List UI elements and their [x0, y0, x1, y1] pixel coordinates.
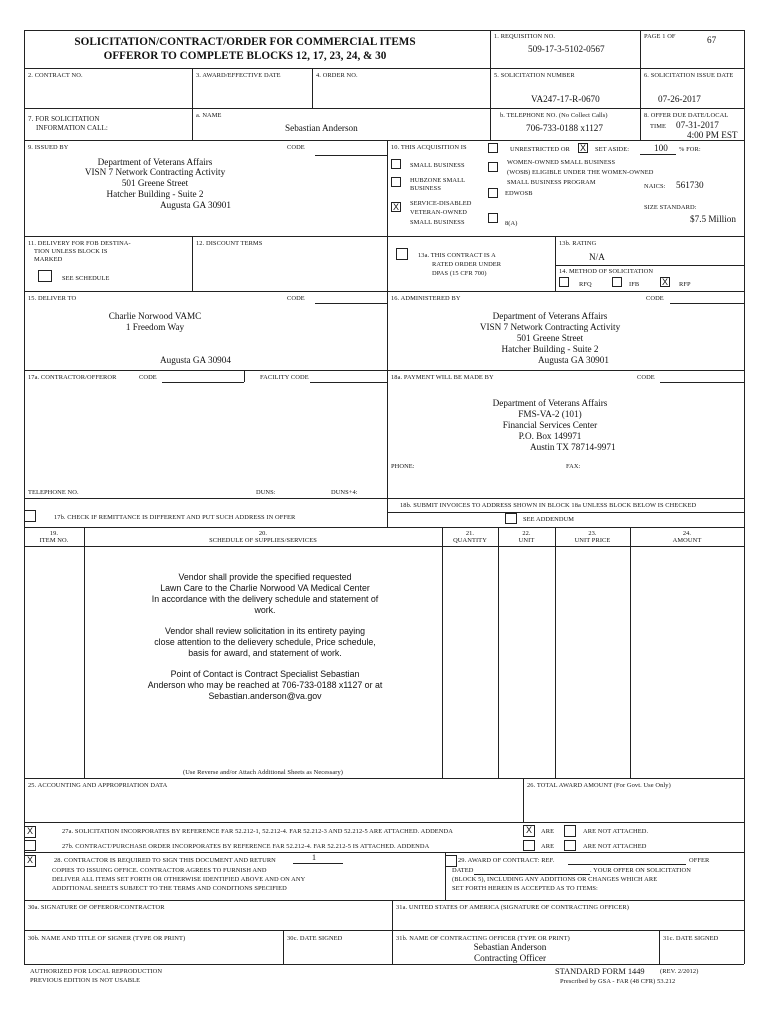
schedule-footnote: (Use Reverse and/or Attach Additional Sheets as Necessary): [182, 769, 344, 776]
col21-number: 21.: [465, 530, 475, 537]
rating-label: 13b. RATING: [559, 240, 597, 247]
clause-28-copies[interactable]: 1: [312, 853, 317, 862]
page-total: 67: [707, 35, 717, 45]
solicitation-number-value[interactable]: VA247-17-R-0670: [531, 94, 600, 104]
administered-by-line-2: VISN 7 Network Contracting Activity: [479, 322, 621, 332]
payment-city: Austin TX 78714-9971: [530, 442, 616, 452]
offer-due-time-label: TIME: [650, 123, 667, 130]
eight-a-checkbox[interactable]: [488, 213, 498, 223]
acquisition-label: 10. THIS ACQUISITION IS: [391, 144, 467, 151]
offer-due-date[interactable]: 07-31-2017: [676, 120, 719, 130]
issued-by-line-2: VISN 7 Network Contracting Activity: [84, 167, 226, 177]
contact-name-label: a. NAME: [196, 112, 222, 119]
duns4-label: DUNS+4:: [331, 489, 358, 496]
issued-by-code-label: CODE: [287, 144, 305, 151]
set-aside-checkbox[interactable]: X: [579, 143, 586, 153]
schedule-para2-line2: close attention to the delievery schedule, Price schedule,: [154, 637, 376, 647]
method-label: 14. METHOD OF SOLICITATION: [559, 268, 654, 275]
signer-name-label: 30b. NAME AND TITLE OF SIGNER (TYPE OR PRINT): [28, 935, 186, 942]
issued-by-line-4: Hatcher Building - Suite 2: [106, 189, 204, 199]
col19-header: ITEM NO.: [39, 537, 69, 544]
hubzone-label: HUBZONE SMALL: [410, 177, 466, 184]
rating-value[interactable]: N/A: [589, 252, 605, 262]
see-schedule-label: SEE SCHEDULE: [62, 275, 110, 282]
issue-date-value[interactable]: 07-26-2017: [658, 94, 701, 104]
percent-for-label: % FOR:: [679, 146, 701, 153]
accounting-label: 25. ACCOUNTING AND APPROPRIATION DATA: [28, 782, 168, 789]
schedule-para3-line1: Point of Contact is Contract Specialist Sebastian: [170, 669, 360, 679]
payment-code-label: CODE: [637, 374, 655, 381]
deliver-to-line-2: 1 Freedom Way: [125, 322, 185, 332]
info-call-label-1: 7. FOR SOLICITATION: [28, 115, 100, 123]
set-aside-percent[interactable]: 100: [654, 143, 668, 153]
issued-by-line-1: Department of Veterans Affairs: [97, 157, 213, 167]
clause-27b-are-checkbox[interactable]: [523, 840, 535, 851]
col19-number: 19.: [49, 530, 59, 537]
remittance-checkbox[interactable]: [24, 510, 36, 522]
contractor-telephone-label: TELEPHONE NO.: [28, 489, 79, 496]
deliver-to-city: Augusta GA 30904: [160, 355, 231, 365]
schedule-para3-line2: Anderson who may be reached at 706-733-0188 x1127 or at: [147, 680, 383, 690]
total-award-label: 26. TOTAL AWARD AMOUNT (For Govt. Use Only): [527, 782, 671, 789]
wosb-checkbox[interactable]: [488, 162, 498, 172]
ifb-label: IFB: [629, 281, 640, 288]
invoice-label: 18b. SUBMIT INVOICES TO ADDRESS SHOWN IN BLOCK 18a UNLESS BLOCK BELOW IS CHECKED: [400, 502, 697, 509]
deliver-to-code-label: CODE: [287, 295, 305, 302]
clause-27a-are-not-checkbox[interactable]: [564, 825, 576, 837]
form-title-line1: SOLICITATION/CONTRACT/ORDER FOR COMMERCIAL ITEMS: [74, 36, 416, 48]
officer-title-value: Contracting Officer: [473, 953, 547, 963]
offer-due-time[interactable]: 4:00 PM EST: [687, 130, 738, 140]
facility-code-label: FACILITY CODE: [260, 374, 309, 381]
telephone-value[interactable]: 706-733-0188 x1127: [526, 123, 603, 133]
contractor-code-label: CODE: [139, 374, 157, 381]
administered-by-line-3: 501 Greene Street: [516, 333, 584, 343]
payment-label: 18a. PAYMENT WILL BE MADE BY: [391, 374, 494, 381]
payment-line-1: Department of Veterans Affairs: [492, 398, 608, 408]
requisition-label: 1. REQUISITION NO.: [494, 33, 556, 40]
unrestricted-checkbox[interactable]: [488, 143, 498, 153]
rated-label-3: DPAS (15 CFR 700): [432, 270, 487, 277]
officer-name-value: Sebastian Anderson: [473, 942, 547, 952]
schedule-para1-line1: Vendor shall provide the specified requested: [178, 572, 352, 582]
rated-label-1: 13a. THIS CONTRACT IS A: [418, 252, 496, 259]
footer-reproduction: AUTHORIZED FOR LOCAL REPRODUCTION: [30, 968, 163, 975]
col23-number: 23.: [588, 530, 597, 537]
schedule-para1-line4: work.: [254, 605, 276, 615]
payment-fax-label: FAX:: [566, 463, 581, 470]
telephone-label: b. TELEPHONE NO. (No Collect Calls): [500, 112, 608, 119]
clause-27b-are-label: ARE: [541, 843, 555, 850]
duns-label: DUNS:: [256, 489, 276, 496]
schedule-para1-line3: In accordance with the delivery schedule and statement of: [151, 594, 379, 604]
hubzone-label-2: BUSINESS: [410, 185, 441, 192]
set-aside-label: SET ASIDE:: [595, 146, 630, 153]
schedule-para2-line1: Vendor shall review solicitation in its entirety paying: [165, 626, 365, 636]
rfp-label: RFP: [679, 281, 691, 288]
clause-29-offer: OFFER: [689, 857, 710, 864]
col24-header: AMOUNT: [672, 537, 702, 544]
unrestricted-label: UNRESTRICTED OR: [510, 146, 570, 153]
fob-label-3: MARKED: [34, 256, 63, 263]
form-title-line2: OFFEROR TO COMPLETE BLOCKS 12, 17, 23, 24, & 30: [103, 50, 387, 62]
clause-27b-are-not-checkbox[interactable]: [564, 840, 576, 851]
discount-terms-label: 12. DISCOUNT TERMS: [196, 240, 263, 247]
clause-27a-are-checkbox[interactable]: X: [523, 825, 535, 837]
col24-number: 24.: [682, 530, 692, 537]
wosb-label-3: SMALL BUSINESS PROGRAM: [507, 179, 596, 186]
deliver-to-line-1: Charlie Norwood VAMC: [108, 311, 202, 321]
small-business-label: SMALL BUSINESS: [410, 162, 465, 169]
clause-28-line2: COPIES TO ISSUING OFFICE. CONTRACTOR AGREES TO FURNISH AND: [52, 867, 267, 874]
administered-by-code-label: CODE: [646, 295, 664, 302]
payment-line-2: FMS-VA-2 (101): [518, 409, 582, 419]
clause-27a-checkbox[interactable]: X: [24, 826, 36, 838]
solicitation-number-label: 5. SOLICITATION NUMBER: [494, 72, 575, 79]
col22-header: UNIT: [518, 537, 535, 544]
size-standard-label: SIZE STANDARD:: [644, 204, 697, 211]
schedule-para1-line2: Lawn Care to the Charlie Norwood VA Medical Center: [160, 583, 370, 593]
payment-phone-label: PHONE:: [391, 463, 415, 470]
payment-line-3: Financial Services Center: [502, 420, 598, 430]
sdvosb-label-1: SERVICE-DISABLED: [410, 200, 472, 207]
issued-by-city: Augusta GA 30901: [160, 200, 231, 210]
clause-27b-label: 27b. CONTRACT/PURCHASE ORDER INCORPORATES BY REFERENCE FAR 52.212-4. FAR 52.212-5 IS ATTACHED. ADDENDA: [62, 843, 430, 850]
clause-29-line1: 29. AWARD OF CONTRACT: REF.: [458, 857, 555, 864]
size-standard-value[interactable]: $7.5 Million: [690, 214, 736, 224]
wosb-label-1: WOMEN-OWNED SMALL BUSINESS: [507, 159, 616, 166]
col22-number: 22.: [522, 530, 531, 537]
rfq-label: RFQ: [579, 281, 592, 288]
clause-27b-are-not-label: ARE NOT ATTACHED: [583, 843, 647, 850]
rated-order-checkbox[interactable]: [396, 248, 408, 260]
ifb-checkbox[interactable]: [612, 277, 622, 287]
signature-30a-label: 30a. SIGNATURE OF OFFEROR/CONTRACTOR: [28, 904, 165, 911]
clause-28-line1: 28. CONTRACTOR IS REQUIRED TO SIGN THIS DOCUMENT AND RETURN: [54, 857, 276, 864]
issued-by-line-3: 501 Greene Street: [121, 178, 189, 188]
issue-date-label: 6. SOLICITATION ISSUE DATE: [644, 72, 734, 79]
signature-31a-label: 31a. UNITED STATES OF AMERICA (SIGNATURE OF CONTRACTING OFFICER): [396, 904, 629, 911]
schedule-para3-line3: Sebastian.anderson@va.gov: [208, 691, 322, 701]
order-no-label: 4. ORDER NO.: [316, 72, 358, 79]
schedule-para2-line3: basis for award, and statement of work.: [188, 648, 342, 658]
officer-name-label: 31b. NAME OF CONTRACTING OFFICER (TYPE OR PRINT): [396, 935, 570, 942]
edwosb-label: EDWOSB: [505, 190, 533, 197]
col20-number: 20.: [258, 530, 268, 537]
clause-27a-label: 27a. SOLICITATION INCORPORATES BY REFERENCE FAR 52.212-1, 52.212-4. FAR 52.212-3 AND 52.212-5 ARE ATTACHED. ADDENDA: [62, 828, 453, 835]
small-business-checkbox[interactable]: [391, 159, 401, 169]
see-schedule-checkbox[interactable]: [38, 270, 52, 282]
clause-29-checkbox[interactable]: [445, 855, 457, 867]
see-addendum-checkbox[interactable]: [505, 513, 517, 524]
col23-header: UNIT PRICE: [574, 537, 611, 544]
offer-due-label: 8. OFFER DUE DATE/LOCAL: [644, 112, 729, 119]
page-label: PAGE 1 OF: [644, 33, 676, 40]
clause-29-dated: DATED: [452, 867, 474, 874]
footer-prescribed: Prescribed by GSA - FAR (48 CFR) 53.212: [560, 978, 676, 985]
col20-header: SCHEDULE OF SUPPLIES/SERVICES: [209, 537, 317, 544]
clause-27a-are-label: ARE: [541, 828, 555, 835]
rfp-checkbox[interactable]: X: [661, 277, 668, 287]
naics-value[interactable]: 561730: [676, 180, 704, 190]
sdvosb-label-2: VETERAN-OWNED: [410, 209, 468, 216]
sdvosb-label-3: SMALL BUSINESS: [410, 219, 465, 226]
footer-form-number: STANDARD FORM 1449: [555, 967, 645, 976]
wosb-label-2: (WOSB) ELIGIBLE UNDER THE WOMEN-OWNED: [507, 169, 654, 176]
administered-by-line-4: Hatcher Building - Suite 2: [501, 344, 599, 354]
officer-date-label: 31c. DATE SIGNED: [663, 935, 719, 942]
see-addendum-label: SEE ADDENDUM: [523, 516, 575, 523]
col21-header: QUANTITY: [453, 537, 487, 544]
naics-label: NAICS:: [644, 183, 666, 190]
clause-28-checkbox[interactable]: X: [24, 855, 36, 867]
edwosb-checkbox[interactable]: [488, 188, 498, 198]
clause-29-line4: SET FORTH HEREIN IS ACCEPTED AS TO ITEMS:: [452, 885, 598, 892]
clause-29-line3: (BLOCK 5), INCLUDING ANY ADDITIONS OR CHANGES WHICH ARE: [452, 876, 658, 883]
remittance-label: 17b. CHECK IF REMITTANCE IS DIFFERENT AND PUT SUCH ADDRESS IN OFFER: [54, 514, 296, 521]
fob-label-1: 11. DELIVERY FOR FOB DESTINA-: [28, 240, 131, 247]
clause-28-line4: ADDITIONAL SHEETS SUBJECT TO THE TERMS AND CONDITIONS SPECIFIED: [52, 885, 287, 892]
signer-date-label: 30c. DATE SIGNED: [287, 935, 343, 942]
contact-name-value[interactable]: Sebastian Anderson: [285, 123, 358, 133]
payment-line-4: P.O. Box 149971: [518, 431, 582, 441]
eight-a-label: 8(A): [505, 220, 518, 227]
administered-by-city: Augusta GA 30901: [538, 355, 609, 365]
info-call-label-2: INFORMATION CALL:: [36, 124, 108, 132]
rated-label-2: RATED ORDER UNDER: [432, 261, 502, 268]
contract-no-label: 2. CONTRACT NO.: [28, 72, 83, 79]
administered-by-label: 16. ADMINISTERED BY: [391, 295, 461, 302]
footer-revision: (REV. 2/2012): [660, 968, 699, 975]
sdvosb-checkbox[interactable]: X: [392, 202, 399, 212]
award-date-label: 3. AWARD/EFFECTIVE DATE: [196, 72, 281, 79]
clause-29-line2b: . YOUR OFFER ON SOLICITATION: [590, 867, 691, 874]
contractor-label: 17a. CONTRACTOR/OFFEROR: [28, 374, 117, 381]
requisition-value[interactable]: 509-17-3-5102-0567: [528, 44, 605, 54]
deliver-to-label: 15. DELIVER TO: [28, 295, 77, 302]
administered-by-line-1: Department of Veterans Affairs: [492, 311, 608, 321]
rfq-checkbox[interactable]: [559, 277, 569, 287]
hubzone-checkbox[interactable]: [391, 177, 401, 187]
clause-27a-are-not-label: ARE NOT ATTACHED.: [583, 828, 649, 835]
issued-by-label: 9. ISSUED BY: [28, 144, 69, 151]
fob-label-2: TION UNLESS BLOCK IS: [34, 248, 108, 255]
clause-27b-checkbox[interactable]: [24, 840, 36, 851]
footer-previous-edition: PREVIOUS EDITION IS NOT USABLE: [30, 977, 141, 984]
clause-28-line3: DELIVER ALL ITEMS SET FORTH OR OTHERWISE IDENTIFIED ABOVE AND ON ANY: [52, 876, 306, 883]
